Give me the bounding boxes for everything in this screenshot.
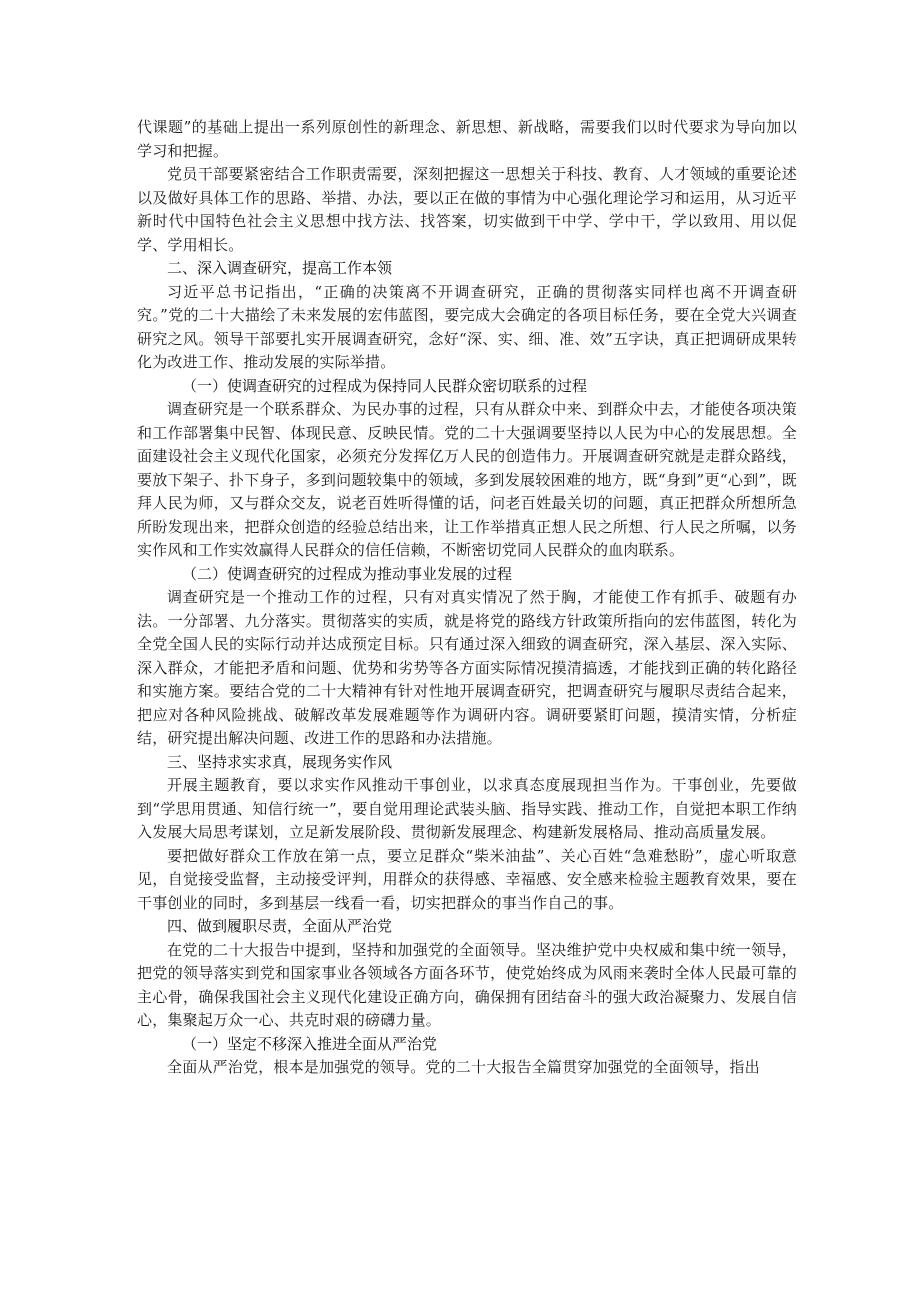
paragraph: 调查研究是一个联系群众、为民办事的过程，只有从群众中来、到群众中去，才能使各项决策和工作部署集中民智、体现民意、反映民情。党的二十大强调要坚持以人民为中心的发展思想。全面建设社会主义现代化国家，必须充分发挥亿万人民的创造伟力。开展调查研究就是走群众路线，要放下架子、扑下身子，多到问题较集中的领域，多到发展较困难的地方，既“身到”更“心到”，既拜人民为师，又与群众交友，说老百姓听得懂的话，问老百姓最关切的问题，真正把群众所想所急所盼发现出来，把群众创造的经验总结出来，让工作举措真正想人民之所想、行人民之所嘱，以务实作风和工作实效赢得人民群众的信任信赖，不断密切党同人民群众的血肉联系。 — [137, 400, 797, 559]
section-heading: 二、深入调查研究，提高工作本领 — [167, 259, 393, 277]
paragraph: 习近平总书记指出，“正确的决策离不开调查研究，正确的贯彻落实同样也离不开调查研究。”党的二十大描绘了未来发展的宏伟蓝图，要完成大会确定的各项目标任务，要在全党大兴调查研究之风。领导干部要扎实开展调查研究，念好“深、实、细、准、效”五字诀，真正把调研成果转化为改进工作、推动发展的实际举措。 — [137, 282, 797, 371]
subsection-heading: （一）使调查研究的过程成为保持同人民群众密切联系的过程 — [182, 376, 588, 395]
paragraph: 要把做好群众工作放在第一点，要立足群众“柴米油盐”、关心百姓“急难愁盼”，虚心听取意见，自觉接受监督，主动接受评判，用群众的获得感、幸福感、安全感来检验主题教育效果，要在干事创业的同时，多到基层一线看一看，切实把群众的事当作自己的事。 — [137, 846, 797, 912]
paragraph: 党员干部要紧密结合工作职责需要，深刻把握这一思想关于科技、教育、人才领域的重要论述以及做好具体工作的思路、举措、办法，要以正在做的事情为中心强化理论学习和运用，从习近平新时代中国特色社会主义思想中找方法、找答案，切实做到干中学、学中干，学以致用、用以促学、学用相长。 — [137, 165, 797, 254]
subsection-heading: （二）使调查研究的过程成为推动事业发展的过程 — [182, 564, 513, 583]
paragraph: 全面从严治党，根本是加强党的领导。党的二十大报告全篇贯穿加强党的全面领导，指出 — [167, 1058, 760, 1076]
paragraph: 开展主题教育，要以求实作风推动干事创业，以求真态度展现担当作为。干事创业，先要做到“学思用贯通、知信行统一”，要自觉用理论武装头脑、指导实践、推动工作，自觉把本职工作纳入发展大局思考谋划，立足新发展阶段、贯彻新发展理念、构建新发展格局、推动高质量发展。 — [137, 776, 797, 841]
section-heading: 四、做到履职尽责，全面从严治党 — [167, 917, 393, 935]
subsection-heading: （一）坚定不移深入推进全面从严治党 — [182, 1034, 438, 1053]
document-page — [137, 116, 797, 1080]
paragraph: 调查研究是一个推动工作的过程，只有对真实情况了然于胸，才能使工作有抓手、破题有办法。一分部署、九分落实。贯彻落实的实质，就是将党的路线方针政策所指向的宏伟蓝图，转化为全党全国人民的实际行动并达成预定目标。只有通过深入细致的调查研究，深入基层、深入实际、深入群众，才能把矛盾和问题、优势和劣势等各方面实际情况摸清搞透，才能找到正确的转化路径和实施方案。要结合党的二十大精神有针对性地开展调查研究，把调查研究与履职尽责结合起来，把应对各种风险挑战、破解改革发展难题等作为调研内容。调研要紧盯问题，摸清实情，分析症结，研究提出解决问题、改进工作的思路和办法措施。 — [137, 588, 797, 747]
paragraph: 代课题”的基础上提出一系列原创性的新理念、新思想、新战略，需要我们以时代要求为导向加以学习和把握。 — [137, 118, 797, 160]
paragraph: 在党的二十大报告中提到，坚持和加强党的全面领导。坚决维护党中央权威和集中统一领导，把党的领导落实到党和国家事业各领域各方面各环节，使党始终成为风雨来袭时全体人民最可靠的主心骨，确保我国社会主义现代化建设正确方向，确保拥有团结奋斗的强大政治凝聚力、发展自信心，集聚起万众一心、共克时艰的磅礴力量。 — [137, 940, 797, 1029]
section-heading: 三、坚持求实求真，展现务实作风 — [167, 752, 393, 771]
